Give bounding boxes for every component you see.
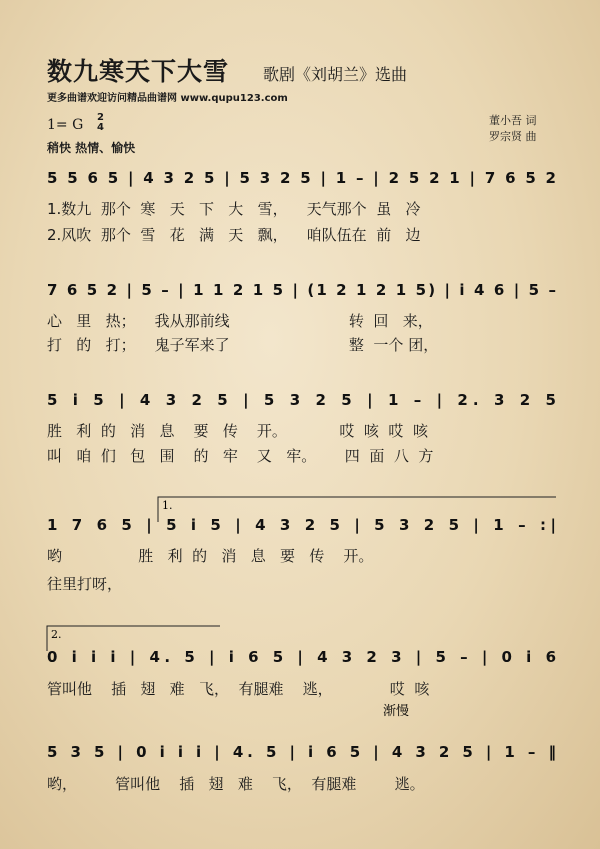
time-denominator: 4 <box>97 122 104 133</box>
volta-number: 1. <box>162 499 173 512</box>
notation-row-4: 1 7 6 5 | 5 i 5 | 4 3 2 5 | 5 3 2 5 | 1 – :| <box>47 516 556 534</box>
tempo-marking: 稍快 热情、愉快 <box>47 141 136 155</box>
time-numerator: 2 <box>97 112 104 123</box>
lyric-line: 哟 胜 利 的 消 息 要 传 开。 <box>47 547 374 565</box>
song-title: 数九寒天下大雪 <box>47 57 230 86</box>
key-signature: 1= G <box>47 117 84 133</box>
lyric-line: 哟， 管叫他 插 翅 难 飞， 有腿难 逃。 <box>47 775 425 793</box>
lyric-line: 1.数九 那个 寒 天 下 大 雪， 天气那个 虽 冷 <box>47 200 421 218</box>
lyric-line: 打 的 打； 鬼子军来了 整 一个 团， <box>47 336 439 354</box>
lyric-line: 管叫他 插 翅 难 飞， 有腿难 逃， 哎 咳 <box>47 680 430 698</box>
notation-row-1: 5 5 6 5 | 4 3 2 5 | 5 3 2 5 | 1 – | 2 5 2 1 | 7 6 5 2 <box>47 169 556 187</box>
notation-row-6: 5 3 5 | 0 i i i | 4. 5 | i 6 5 | 4 3 2 5 | 1 – ‖ <box>47 743 556 761</box>
lyric-line: 2.风吹 那个 雪 花 满 天 飘， 咱队伍在 前 边 <box>47 226 421 244</box>
notation-row-2: 7 6 5 2 | 5 – | 1 1 2 1 5 | (1 2 1 2 1 5) | i 4 6 | 5 – <box>47 281 556 299</box>
notation-row-5: 0 i i i | 4. 5 | i 6 5 | 4 3 2 3 | 5 – | 0 i 6 <box>47 648 557 666</box>
lyric-line: 胜 利 的 消 息 要 传 开。 哎 咳 哎 咳 <box>47 422 428 440</box>
composer-credit: 罗宗贤 曲 <box>489 130 537 143</box>
expression-mark: 渐慢 <box>383 704 410 719</box>
lyric-line: 叫 咱 们 包 围 的 牢 又 牢。 四 面 八 方 <box>47 447 434 465</box>
song-subtitle: 歌剧《刘胡兰》选曲 <box>263 65 408 84</box>
website-note: 更多曲谱欢迎访问精品曲谱网 www.qupu123.com <box>47 93 288 104</box>
lyric-line: 往里打呀， <box>47 575 123 593</box>
volta-number: 2. <box>51 628 62 641</box>
lyric-line: 心 里 热； 我从那前线 转 回 来， <box>47 312 433 330</box>
notation-row-3: 5 i 5 | 4 3 2 5 | 5 3 2 5 | 1 – | 2. 3 2 5 <box>47 391 556 409</box>
lyricist-credit: 董小吾 词 <box>489 114 537 127</box>
